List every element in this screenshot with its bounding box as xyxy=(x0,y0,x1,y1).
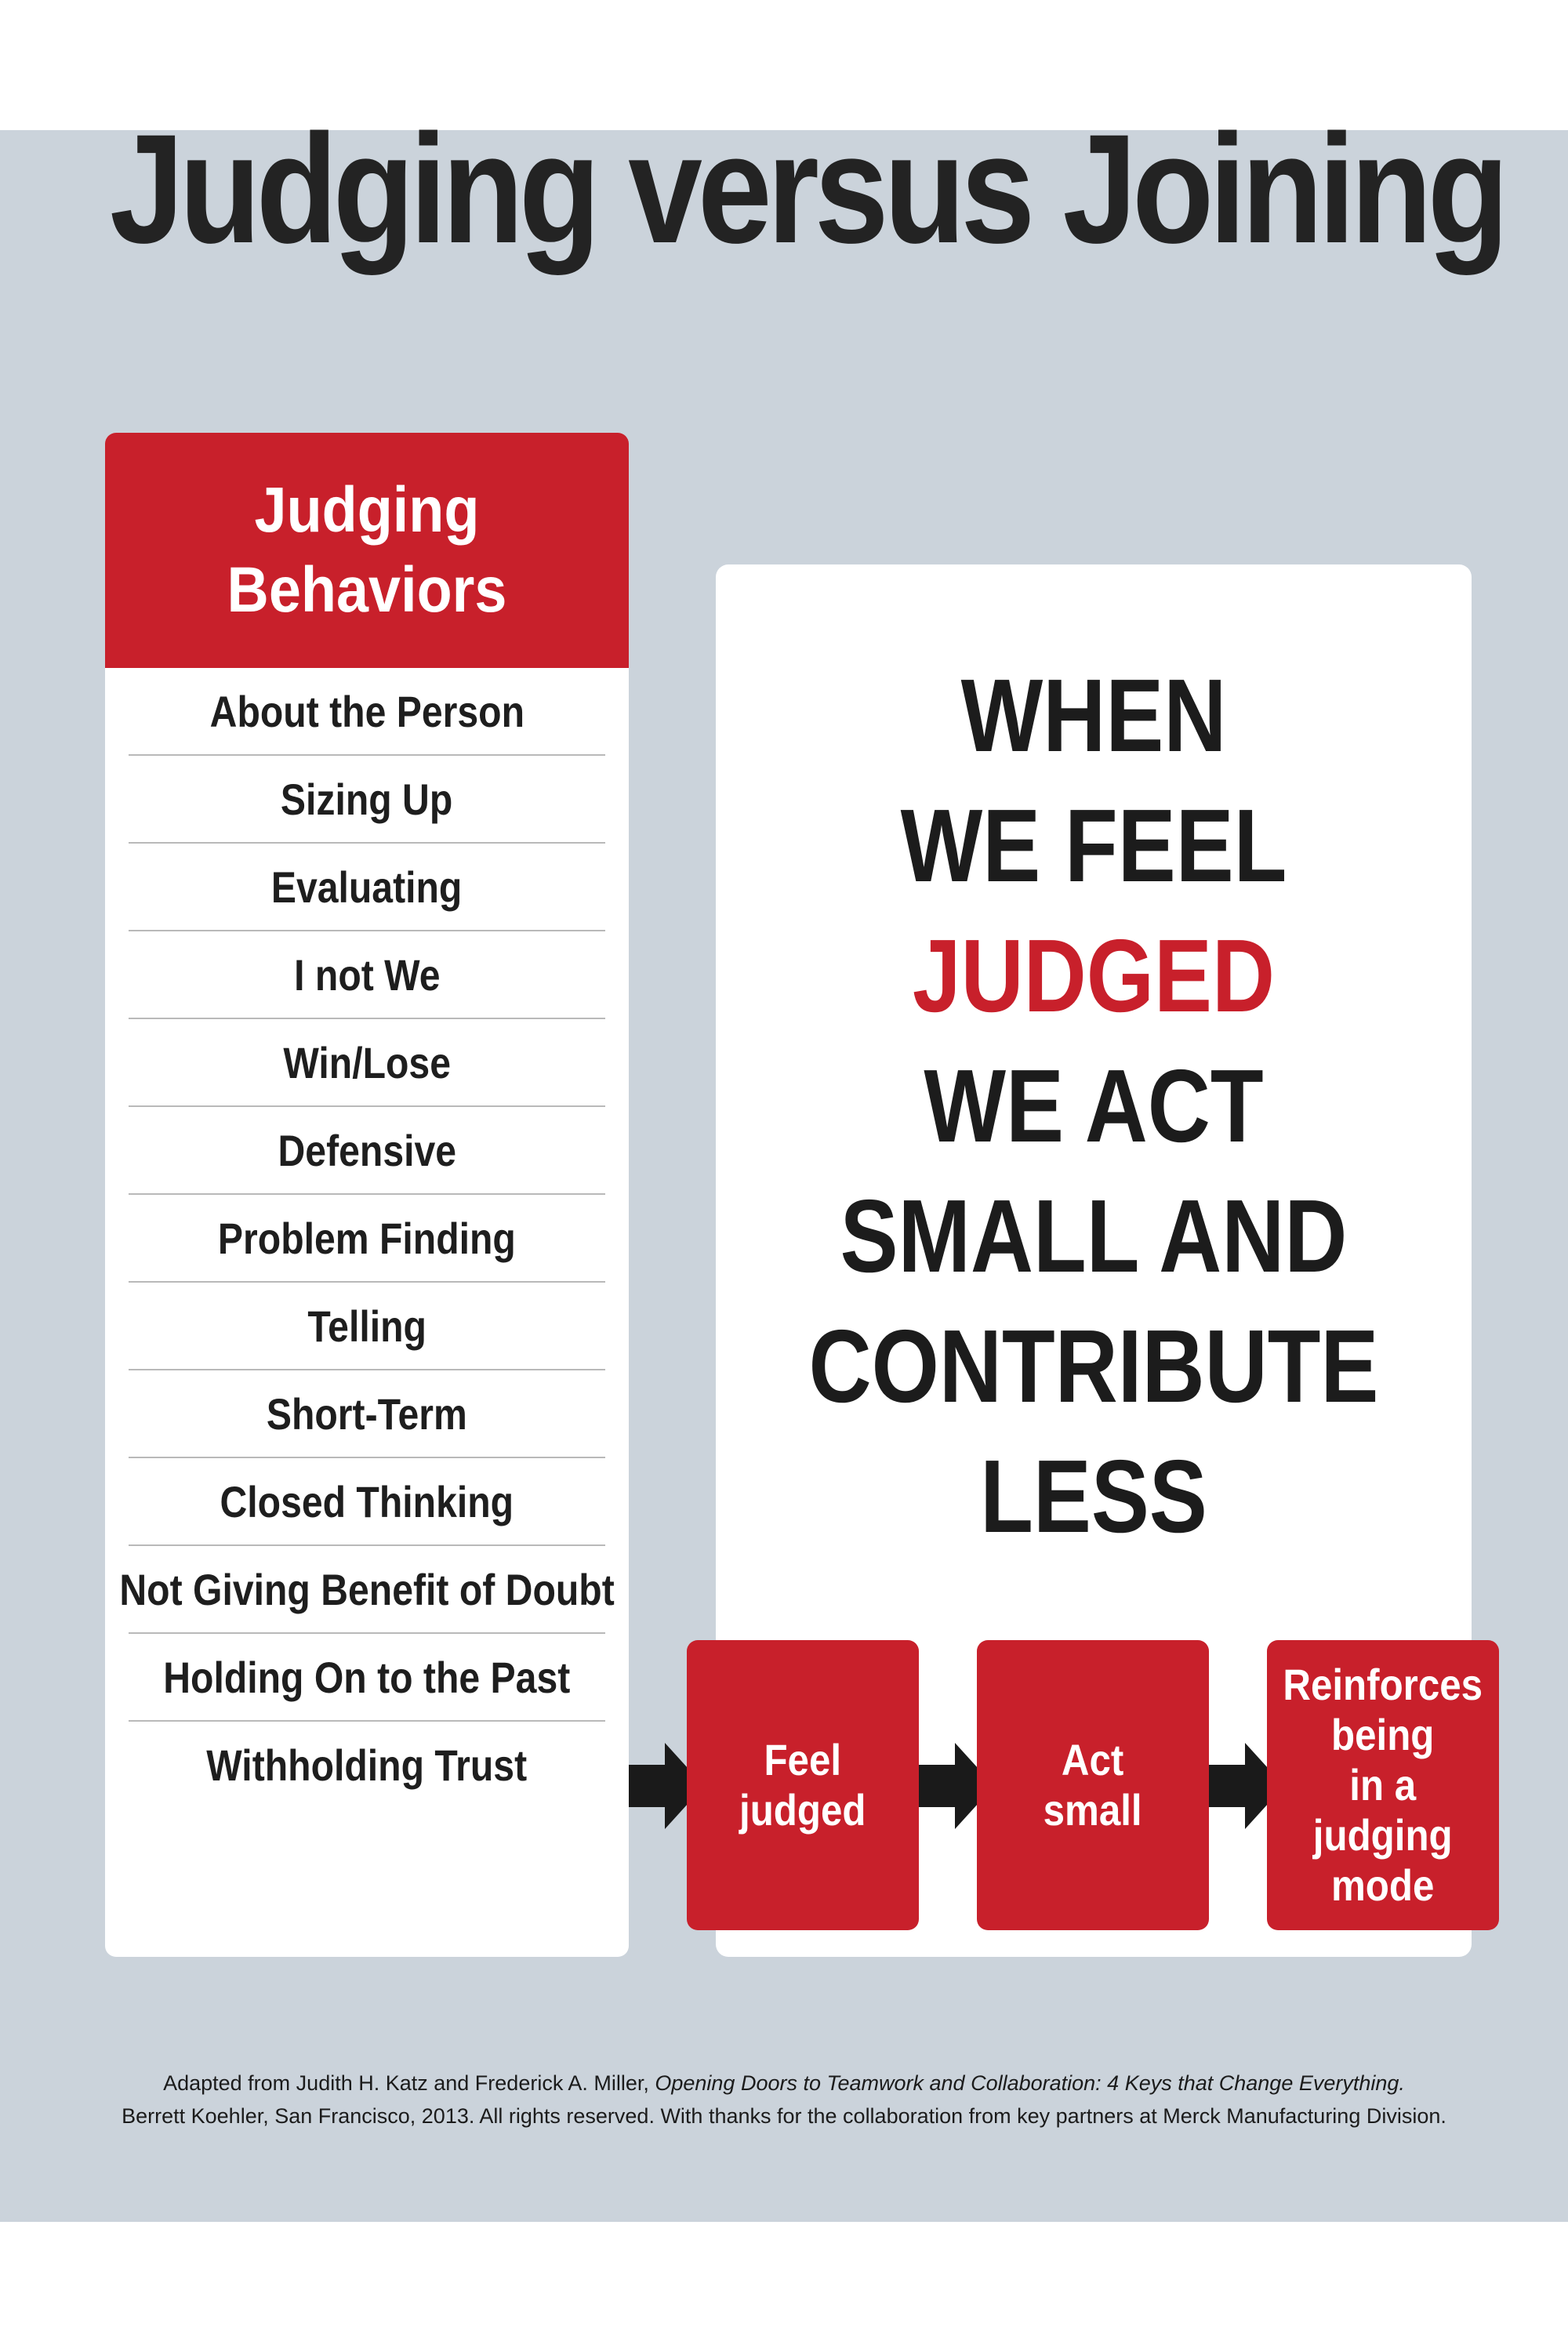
list-item: Telling xyxy=(129,1283,605,1370)
list-item: Not Giving Benefit of Doubt xyxy=(129,1546,605,1634)
cycle-step-reinforces: Reinforces being in a judging mode xyxy=(1267,1640,1499,1930)
list-item: Holding On to the Past xyxy=(129,1634,605,1722)
cycle-step-feel-judged: Feel judged xyxy=(687,1640,919,1930)
list-item: Short-Term xyxy=(129,1370,605,1458)
statement-line: WE ACT xyxy=(924,1048,1264,1163)
list-item: I not We xyxy=(129,931,605,1019)
statement-line: SMALL AND xyxy=(840,1178,1348,1294)
statement-line: CONTRIBUTE xyxy=(808,1308,1379,1424)
list-item: Win/Lose xyxy=(129,1019,605,1107)
list-item: Withholding Trust xyxy=(206,1740,528,1790)
page-title: Judging versus Joining xyxy=(110,102,1504,275)
list-item: Closed Thinking xyxy=(129,1458,605,1546)
credits-line-1: Adapted from Judith H. Katz and Frederick A. Miller, Opening Doors to Teamwork and Collaboration: 4 Keys that Change Everything. xyxy=(163,2071,1405,2095)
statement-line: WHEN xyxy=(960,658,1227,773)
list-item: About the Person xyxy=(129,668,605,756)
list-item: Problem Finding xyxy=(129,1195,605,1283)
header-line-2: Behaviors xyxy=(227,554,507,626)
list-item: Evaluating xyxy=(129,844,605,931)
statement-highlight: JUDGED xyxy=(912,918,1276,1033)
credits xyxy=(0,2067,1568,2132)
statement-text xyxy=(716,651,1472,1562)
list-item: Sizing Up xyxy=(129,756,605,844)
behaviors-list xyxy=(105,668,629,1808)
judging-behaviors-card xyxy=(105,433,629,1957)
statement-line: LESS xyxy=(980,1439,1207,1554)
judging-behaviors-header xyxy=(105,433,629,668)
list-item: Defensive xyxy=(129,1107,605,1195)
header-line-1: Judging xyxy=(254,474,480,546)
book-title: Opening Doors to Teamwork and Collaboration: 4 Keys that Change Everything. xyxy=(655,2071,1405,2095)
cycle-step-act-small: Act small xyxy=(977,1640,1209,1930)
credits-line-2: Berrett Koehler, San Francisco, 2013. All rights reserved. With thanks for the collaboration from key partners at Merck Manufacturing Division. xyxy=(122,2104,1446,2128)
statement-line: WE FEEL xyxy=(900,788,1287,903)
